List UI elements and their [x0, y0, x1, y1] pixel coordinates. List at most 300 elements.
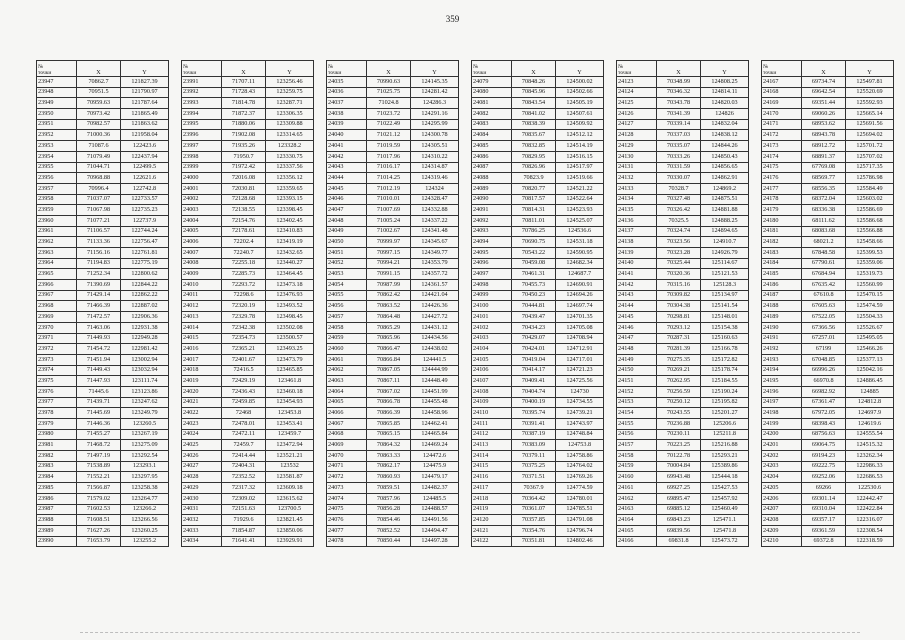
point-number: 24167 — [762, 77, 802, 88]
x-value: 70298.81 — [657, 312, 701, 323]
y-value: 122949.28 — [121, 333, 169, 344]
table-row — [762, 77, 894, 88]
number-sign: № — [183, 63, 189, 70]
y-value: 125160.63 — [701, 333, 749, 344]
point-number: 24087 — [472, 162, 512, 173]
x-value: 70223.25 — [657, 440, 701, 451]
y-value: 123498.45 — [266, 312, 314, 323]
x-value: 71390.69 — [77, 280, 121, 291]
point-number: 24195 — [762, 376, 802, 387]
table-row — [472, 419, 604, 430]
point-number: 24210 — [762, 536, 802, 547]
point-number: 23963 — [37, 248, 77, 259]
table-row — [37, 258, 169, 269]
table-row — [617, 525, 749, 536]
point-number: 23995 — [182, 119, 222, 130]
table-row — [762, 419, 894, 430]
y-value: 125190.24 — [701, 386, 749, 397]
x-value: 69361.59 — [802, 525, 846, 536]
x-value: 71728.43 — [222, 87, 266, 98]
table-row — [617, 440, 749, 451]
point-number: 24109 — [472, 397, 512, 408]
table-row — [762, 215, 894, 226]
y-value: 124725.56 — [556, 376, 604, 387]
x-value: 69194.23 — [802, 451, 846, 462]
table-row — [37, 162, 169, 173]
table-row — [37, 280, 169, 291]
y-value: 123440.27 — [266, 258, 314, 269]
table-row — [182, 344, 314, 355]
point-number: 24190 — [762, 322, 802, 333]
point-number: 24161 — [617, 483, 657, 494]
y-value: 122931.38 — [121, 322, 169, 333]
y-value: 125121.53 — [701, 269, 749, 280]
point-number: 24068 — [327, 429, 367, 440]
x-value: 71022.49 — [367, 119, 411, 130]
x-value: 70854.46 — [367, 515, 411, 526]
table-row — [617, 322, 749, 333]
y-value: 121787.64 — [121, 98, 169, 109]
y-value: 125560.99 — [846, 280, 894, 291]
x-value: 70845.96 — [512, 87, 556, 98]
x-value: 70450.23 — [512, 290, 556, 301]
y-value: 125114.67 — [701, 258, 749, 269]
y-value: 123615.62 — [266, 493, 314, 504]
y-value: 123476.93 — [266, 290, 314, 301]
x-value: 71463.06 — [77, 322, 121, 333]
table-row — [472, 215, 604, 226]
x-value: 70968.88 — [77, 173, 121, 184]
point-number: 24146 — [617, 322, 657, 333]
x-value: 72472.11 — [222, 429, 266, 440]
point-number: 24205 — [762, 483, 802, 494]
y-value: 121958.04 — [121, 130, 169, 141]
x-value: 70863.33 — [367, 451, 411, 462]
x-value: 70860.93 — [367, 472, 411, 483]
x-value: 70304.38 — [657, 301, 701, 312]
table-row — [617, 194, 749, 205]
x-value: 68336.38 — [802, 205, 846, 216]
x-value: 70395.74 — [512, 408, 556, 419]
x-value: 69831.8 — [657, 536, 701, 547]
table-row — [182, 525, 314, 536]
table-row — [617, 173, 749, 184]
table-row — [182, 119, 314, 130]
x-value: 71854.87 — [222, 525, 266, 536]
x-value: 71024.8 — [367, 98, 411, 109]
table-row — [37, 344, 169, 355]
y-value: 124785.51 — [556, 504, 604, 515]
point-number: 24181 — [762, 226, 802, 237]
x-value: 70997.15 — [367, 248, 411, 259]
table-row — [182, 493, 314, 504]
point-number: 24071 — [327, 461, 367, 472]
table-row — [37, 119, 169, 130]
table-row — [37, 130, 169, 141]
point-number: 23964 — [37, 258, 77, 269]
y-value: 125148.01 — [701, 312, 749, 323]
y-value: 124753.8 — [556, 440, 604, 451]
y-value: 124494.47 — [411, 525, 459, 536]
x-value: 70400.19 — [512, 397, 556, 408]
x-value: 72202.4 — [222, 237, 266, 248]
x-value: 70324.74 — [657, 226, 701, 237]
table-row — [37, 376, 169, 387]
point-number: 24095 — [472, 248, 512, 259]
point-number: 24138 — [617, 237, 657, 248]
y-header: Y — [411, 61, 459, 77]
x-value: 70835.67 — [512, 130, 556, 141]
table-row — [472, 344, 604, 355]
point-number: 24032 — [182, 515, 222, 526]
point-number: 24112 — [472, 429, 512, 440]
x-value: 70326.42 — [657, 205, 701, 216]
y-value: 124353.79 — [411, 258, 459, 269]
x-value: 69943.48 — [657, 472, 701, 483]
table-row — [327, 525, 459, 536]
table-row — [617, 98, 749, 109]
y-value: 123459.7 — [266, 429, 314, 440]
table-row — [182, 205, 314, 216]
point-number: 24072 — [327, 472, 367, 483]
header-row — [617, 61, 749, 77]
table-row — [37, 237, 169, 248]
y-value: 122308.54 — [846, 525, 894, 536]
table-row — [182, 386, 314, 397]
table-row — [327, 312, 459, 323]
point-number: 24048 — [327, 215, 367, 226]
table-row — [472, 483, 604, 494]
table-row — [37, 440, 169, 451]
point-number: 24058 — [327, 322, 367, 333]
table-row — [472, 258, 604, 269]
x-value: 71429.14 — [77, 290, 121, 301]
table-row — [762, 194, 894, 205]
x-value: 70419.04 — [512, 354, 556, 365]
table-row — [182, 194, 314, 205]
y-value: 125444.18 — [701, 472, 749, 483]
x-value: 70543.22 — [512, 248, 556, 259]
x-value: 70315.16 — [657, 280, 701, 291]
y-value: 124888.25 — [701, 215, 749, 226]
y-value: 124441.5 — [411, 354, 459, 365]
point-number: 24189 — [762, 312, 802, 323]
table-row — [327, 536, 459, 547]
table-row — [182, 365, 314, 376]
point-number: 24105 — [472, 354, 512, 365]
x-value: 67366.56 — [802, 322, 846, 333]
table-row — [182, 515, 314, 526]
x-value: 72255.18 — [222, 258, 266, 269]
x-value: 70323.28 — [657, 248, 701, 259]
table-row — [37, 386, 169, 397]
y-value: 125178.74 — [701, 365, 749, 376]
x-value: 70004.84 — [657, 461, 701, 472]
table-row — [762, 408, 894, 419]
table-row — [182, 429, 314, 440]
x-value: 72154.76 — [222, 215, 266, 226]
point-number: 24110 — [472, 408, 512, 419]
table-row — [327, 483, 459, 494]
point-number: 24179 — [762, 205, 802, 216]
y-header: Y — [266, 61, 314, 77]
y-value: 124791.08 — [556, 515, 604, 526]
x-value: 70459.08 — [512, 258, 556, 269]
y-value: 124536.6 — [556, 226, 604, 237]
x-value: 70987.99 — [367, 280, 411, 291]
y-value: 125389.86 — [701, 461, 749, 472]
y-value: 123266.2 — [121, 504, 169, 515]
x-value: 70994.21 — [367, 258, 411, 269]
x-value: 69642.54 — [802, 87, 846, 98]
point-number: 23967 — [37, 290, 77, 301]
y-value: 124780.01 — [556, 493, 604, 504]
table-row — [762, 162, 894, 173]
x-value: 71449.93 — [77, 333, 121, 344]
point-number: 24022 — [182, 408, 222, 419]
x-value: 68891.37 — [802, 151, 846, 162]
table-row — [327, 237, 459, 248]
table-row — [327, 183, 459, 194]
x-value: 70364.42 — [512, 493, 556, 504]
table-row — [617, 183, 749, 194]
point-number: 24046 — [327, 194, 367, 205]
y-value: 123700.5 — [266, 504, 314, 515]
table-row — [617, 504, 749, 515]
table-row — [37, 87, 169, 98]
x-value: 71627.26 — [77, 525, 121, 536]
table-row — [617, 376, 749, 387]
table-row — [182, 472, 314, 483]
point-number: 24038 — [327, 109, 367, 120]
y-value: 125470.15 — [846, 290, 894, 301]
point-number: 23972 — [37, 344, 77, 355]
y-value: 124517.97 — [556, 162, 604, 173]
table-row — [182, 130, 314, 141]
point-number: 24154 — [617, 408, 657, 419]
y-value: 124690.91 — [556, 280, 604, 291]
x-value: 68398.43 — [802, 419, 846, 430]
table-row — [182, 451, 314, 462]
point-number: 24026 — [182, 451, 222, 462]
table-row — [617, 461, 749, 472]
point-number: 24170 — [762, 109, 802, 120]
table-row — [327, 77, 459, 88]
y-value: 123419.19 — [266, 237, 314, 248]
x-value: 67610.8 — [802, 290, 846, 301]
y-value: 123032.94 — [121, 365, 169, 376]
y-value: 124431.12 — [411, 322, 459, 333]
point-number: 24201 — [762, 440, 802, 451]
y-value: 124820.03 — [701, 98, 749, 109]
point-number: 24115 — [472, 461, 512, 472]
x-value: 71021.12 — [367, 130, 411, 141]
point-number: 24174 — [762, 151, 802, 162]
point-number: 24203 — [762, 461, 802, 472]
y-value: 123123.86 — [121, 386, 169, 397]
point-number: 24148 — [617, 344, 657, 355]
y-value: 125603.02 — [846, 194, 894, 205]
y-value: 125184.55 — [701, 376, 749, 387]
table-row — [327, 504, 459, 515]
y-value: 121827.39 — [121, 77, 169, 88]
table-row — [182, 312, 314, 323]
point-number: 24093 — [472, 226, 512, 237]
y-value: 123249.79 — [121, 408, 169, 419]
table-row — [37, 504, 169, 515]
point-number: 24187 — [762, 290, 802, 301]
y-value: 123258.38 — [121, 483, 169, 494]
x-header: X — [512, 61, 556, 77]
y-value: 125427.53 — [701, 483, 749, 494]
table-row — [472, 290, 604, 301]
table-row — [182, 483, 314, 494]
y-value: 124808.25 — [701, 77, 749, 88]
x-value: 70817.57 — [512, 194, 556, 205]
header-row — [762, 61, 894, 77]
y-value: 125691.56 — [846, 119, 894, 130]
y-value: 124328.47 — [411, 194, 459, 205]
y-value: 124300.78 — [411, 130, 459, 141]
x-header: X — [77, 61, 121, 77]
x-value: 67361.47 — [802, 397, 846, 408]
x-value: 70333.26 — [657, 151, 701, 162]
x-value: 70346.32 — [657, 87, 701, 98]
table-row — [37, 248, 169, 259]
x-value: 70343.78 — [657, 98, 701, 109]
table-row — [617, 119, 749, 130]
table-row — [472, 183, 604, 194]
table-row — [37, 109, 169, 120]
x-value: 70864.32 — [367, 440, 411, 451]
x-value: 70843.54 — [512, 98, 556, 109]
y-value: 123247.62 — [121, 397, 169, 408]
table-row — [182, 504, 314, 515]
table-row — [617, 248, 749, 259]
point-number: 24040 — [327, 130, 367, 141]
y-value: 124291.16 — [411, 109, 459, 120]
y-value: 123500.57 — [266, 333, 314, 344]
x-value: 71579.02 — [77, 493, 121, 504]
number-sign: № — [473, 63, 479, 70]
table-row — [762, 386, 894, 397]
x-value: 70320.36 — [657, 269, 701, 280]
table-row — [762, 280, 894, 291]
table-row — [762, 248, 894, 259]
point-number: 23993 — [182, 98, 222, 109]
y-value: 123521.21 — [266, 451, 314, 462]
point-number: 23987 — [37, 504, 77, 515]
table-row — [327, 461, 459, 472]
y-value: 122530.6 — [846, 483, 894, 494]
table-row — [762, 130, 894, 141]
y-value: 125128.3 — [701, 280, 749, 291]
y-header: Y — [556, 61, 604, 77]
point-number: 24120 — [472, 515, 512, 526]
point-number: 24079 — [472, 77, 512, 88]
point-number: 24063 — [327, 376, 367, 387]
y-value: 124512.12 — [556, 130, 604, 141]
table-row — [327, 226, 459, 237]
point-number: 24126 — [617, 109, 657, 120]
y-value: 123292.54 — [121, 451, 169, 462]
x-value: 71037.07 — [77, 194, 121, 205]
y-value: 124421.04 — [411, 290, 459, 301]
x-value: 70982.57 — [77, 119, 121, 130]
x-value: 70309.82 — [657, 290, 701, 301]
x-value: 67199 — [802, 344, 846, 355]
x-value: 71010.01 — [367, 194, 411, 205]
point-number: 24198 — [762, 408, 802, 419]
y-value: 123454.93 — [266, 397, 314, 408]
x-value: 67684.94 — [802, 269, 846, 280]
point-number: 24030 — [182, 493, 222, 504]
table-row — [327, 322, 459, 333]
x-value: 70361.07 — [512, 504, 556, 515]
point-number: 24116 — [472, 472, 512, 483]
x-value: 70287.31 — [657, 333, 701, 344]
x-value: 72293.72 — [222, 280, 266, 291]
y-value: 124856.65 — [701, 162, 749, 173]
x-header: X — [222, 61, 266, 77]
table-row — [37, 525, 169, 536]
y-value: 123306.35 — [266, 109, 314, 120]
x-value: 70327.48 — [657, 194, 701, 205]
x-value: 70832.85 — [512, 141, 556, 152]
x-value: 71950.7 — [222, 151, 266, 162]
table-row — [472, 525, 604, 536]
point-number: 24166 — [617, 536, 657, 547]
y-value: 125359.06 — [846, 258, 894, 269]
x-value: 71468.72 — [77, 440, 121, 451]
y-value: 124332.88 — [411, 205, 459, 216]
x-value: 67048.85 — [802, 354, 846, 365]
point-number: 23985 — [37, 483, 77, 494]
x-value: 70409.41 — [512, 376, 556, 387]
point-number: 24028 — [182, 472, 222, 483]
x-value: 68756.63 — [802, 429, 846, 440]
point-number: 24140 — [617, 258, 657, 269]
point-number: 24130 — [617, 151, 657, 162]
x-value: 70330.07 — [657, 173, 701, 184]
table-row — [617, 536, 749, 547]
point-number: 24151 — [617, 376, 657, 387]
table-row — [37, 365, 169, 376]
y-value: 124774.59 — [556, 483, 604, 494]
point-number: 24114 — [472, 451, 512, 462]
point-number: 24147 — [617, 333, 657, 344]
point-number: 24132 — [617, 173, 657, 184]
point-number: 24171 — [762, 119, 802, 130]
table-row — [327, 248, 459, 259]
table-row — [37, 333, 169, 344]
x-value: 69064.75 — [802, 440, 846, 451]
x-value: 70867.11 — [367, 376, 411, 387]
y-value: 124286.3 — [411, 98, 459, 109]
table-row — [617, 77, 749, 88]
x-value: 70864.48 — [367, 312, 411, 323]
point-number: 24049 — [327, 226, 367, 237]
number-sign: № — [38, 63, 44, 70]
x-value: 71538.89 — [77, 461, 121, 472]
y-value: 124708.94 — [556, 333, 604, 344]
x-value: 71935.26 — [222, 141, 266, 152]
x-value: 72030.81 — [222, 183, 266, 194]
x-value: 71252.34 — [77, 269, 121, 280]
x-value: 70865.15 — [367, 429, 411, 440]
point-number: 24168 — [762, 87, 802, 98]
table-row — [617, 419, 749, 430]
